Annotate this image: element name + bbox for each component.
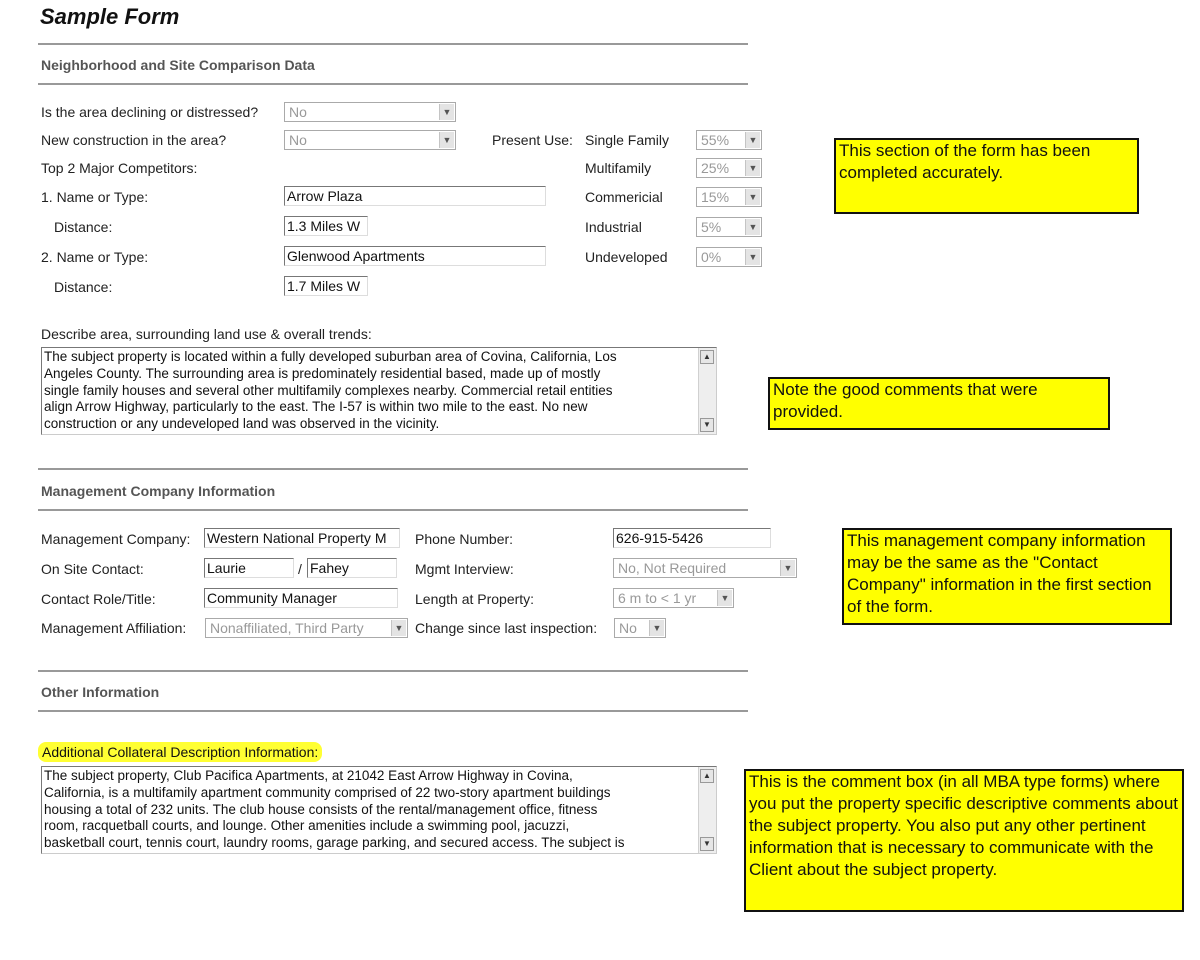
use-select-single-family[interactable] bbox=[696, 130, 762, 150]
new-construction-select[interactable] bbox=[284, 130, 456, 150]
use-value: 15% bbox=[701, 189, 730, 205]
comp2-distance-label: Distance: bbox=[54, 279, 113, 295]
comp1-distance-label: Distance: bbox=[54, 219, 113, 235]
textarea-line: basketball court, tennis court, laundry rooms, garage parking, and secured access. The subject is bbox=[44, 835, 625, 851]
management-affiliation-value: Nonaffiliated, Third Party bbox=[210, 620, 364, 636]
contact-last-name-field[interactable]: Fahey bbox=[307, 558, 397, 578]
use-select-commercial[interactable] bbox=[696, 187, 762, 207]
management-affiliation-label: Management Affiliation: bbox=[41, 620, 187, 636]
chevron-down-icon[interactable]: ▼ bbox=[745, 249, 760, 265]
textarea-line: room, racquetball courts, and lounge. Other amenities include a swimming pool, jacuzzi, bbox=[44, 818, 570, 834]
chevron-down-icon[interactable]: ▼ bbox=[391, 620, 406, 636]
chevron-down-icon[interactable]: ▼ bbox=[745, 132, 760, 148]
comp2-name-field[interactable]: Glenwood Apartments bbox=[284, 246, 546, 266]
chevron-down-icon[interactable]: ▼ bbox=[745, 219, 760, 235]
competitors-label: Top 2 Major Competitors: bbox=[41, 160, 198, 176]
use-value: 55% bbox=[701, 132, 730, 148]
chevron-down-icon[interactable]: ▼ bbox=[717, 590, 732, 606]
comp1-name-field[interactable]: Arrow Plaza bbox=[284, 186, 546, 206]
chevron-down-icon[interactable]: ▼ bbox=[745, 160, 760, 176]
comp1-distance-field[interactable]: 1.3 Miles W bbox=[284, 216, 368, 236]
onsite-contact-label: On Site Contact: bbox=[41, 561, 144, 577]
management-company-label: Management Company: bbox=[41, 531, 191, 547]
section-divider bbox=[38, 710, 748, 712]
textarea-line: housing a total of 232 units. The club house consists of the rental/management office, fitness bbox=[44, 801, 598, 817]
length-at-property-select[interactable] bbox=[613, 588, 734, 608]
contact-role-label: Contact Role/Title: bbox=[41, 591, 156, 607]
annotation-note: This section of the form has been completed accurately. bbox=[834, 138, 1139, 214]
change-since-inspection-select[interactable] bbox=[614, 618, 666, 638]
comp1-name-label: 1. Name or Type: bbox=[41, 189, 149, 205]
chevron-down-icon[interactable]: ▼ bbox=[439, 132, 454, 148]
section-heading-management: Management Company Information bbox=[41, 483, 276, 499]
use-label-commercial: Commericial bbox=[585, 189, 663, 205]
length-at-property-value: 6 m to < 1 yr bbox=[618, 590, 697, 606]
management-affiliation-select[interactable] bbox=[205, 618, 408, 638]
collateral-description-textarea[interactable] bbox=[41, 766, 717, 854]
section-divider bbox=[38, 670, 748, 672]
section-divider bbox=[38, 509, 748, 511]
comp2-distance-field[interactable]: 1.7 Miles W bbox=[284, 276, 368, 296]
chevron-down-icon[interactable]: ▼ bbox=[649, 620, 664, 636]
declining-label: Is the area declining or distressed? bbox=[41, 104, 259, 120]
new-construction-value: No bbox=[289, 132, 307, 148]
page-title: Sample Form bbox=[40, 4, 180, 29]
length-at-property-label: Length at Property: bbox=[415, 591, 535, 607]
use-value: 25% bbox=[701, 160, 730, 176]
scroll-up-icon[interactable]: ▲ bbox=[700, 769, 714, 783]
use-select-multifamily[interactable] bbox=[696, 158, 762, 178]
use-label-industrial: Industrial bbox=[585, 219, 642, 235]
mgmt-interview-select[interactable] bbox=[613, 558, 797, 578]
collateral-label: Additional Collateral Description Information: bbox=[38, 742, 322, 762]
contact-separator: / bbox=[298, 561, 302, 577]
chevron-down-icon[interactable]: ▼ bbox=[780, 560, 795, 576]
phone-field[interactable]: 626-915-5426 bbox=[613, 528, 771, 548]
section-heading-other: Other Information bbox=[41, 684, 160, 700]
change-since-inspection-value: No bbox=[619, 620, 637, 636]
use-select-industrial[interactable] bbox=[696, 217, 762, 237]
textarea-line: The subject property is located within a fully developed suburban area of Covina, California, Los bbox=[44, 349, 617, 364]
textarea-line: The subject property, Club Pacifica Apartments, at 21042 East Arrow Highway in Covina, bbox=[44, 768, 573, 783]
use-value: 5% bbox=[701, 219, 722, 235]
annotation-note: This management company information may be the same as the "Contact Company" information in the first section of the form. bbox=[842, 528, 1172, 625]
mgmt-interview-value: No, Not Required bbox=[618, 560, 727, 576]
chevron-down-icon[interactable]: ▼ bbox=[439, 104, 454, 120]
use-label-undeveloped: Undeveloped bbox=[585, 249, 668, 265]
textarea-line: Angeles County. The surrounding area is predominately residential based, made up of mostly bbox=[44, 365, 601, 381]
contact-first-name-field[interactable]: Laurie bbox=[204, 558, 294, 578]
textarea-line: single family houses and several other multifamily complexes nearby. Commercial retail entities bbox=[44, 382, 613, 398]
management-company-field[interactable]: Western National Property M bbox=[204, 528, 400, 548]
scroll-down-icon[interactable]: ▼ bbox=[700, 837, 714, 851]
chevron-down-icon[interactable]: ▼ bbox=[745, 189, 760, 205]
annotation-note: This is the comment box (in all MBA type forms) where you put the property specific descriptive comments about the subject property. You also put any other pertinent information that is necessary to communicate with the Client about the subject property. bbox=[744, 769, 1184, 912]
contact-role-field[interactable]: Community Manager bbox=[204, 588, 398, 608]
textarea-line: construction or any undeveloped land was observed in the vicinity. bbox=[44, 416, 440, 432]
scroll-down-icon[interactable]: ▼ bbox=[700, 418, 714, 432]
mgmt-interview-label: Mgmt Interview: bbox=[415, 561, 514, 577]
declining-select[interactable] bbox=[284, 102, 456, 122]
vertical-scrollbar[interactable] bbox=[698, 767, 716, 853]
use-label-single-family: Single Family bbox=[585, 132, 670, 148]
use-value: 0% bbox=[701, 249, 722, 265]
use-select-undeveloped[interactable] bbox=[696, 247, 762, 267]
phone-label: Phone Number: bbox=[415, 531, 514, 547]
describe-area-textarea[interactable] bbox=[41, 347, 717, 435]
declining-value: No bbox=[289, 104, 307, 120]
section-divider bbox=[38, 43, 748, 45]
section-heading-neighborhood: Neighborhood and Site Comparison Data bbox=[41, 57, 315, 73]
describe-area-label: Describe area, surrounding land use & overall trends: bbox=[41, 326, 372, 342]
present-use-label: Present Use: bbox=[492, 132, 573, 148]
scroll-up-icon[interactable]: ▲ bbox=[700, 350, 714, 364]
use-label-multifamily: Multifamily bbox=[585, 160, 652, 176]
textarea-line: align Arrow Highway, particularly to the east. The I-57 is within two mile to the east. No new bbox=[44, 399, 588, 415]
change-since-inspection-label: Change since last inspection: bbox=[415, 620, 598, 636]
annotation-note: Note the good comments that were provided. bbox=[768, 377, 1110, 430]
vertical-scrollbar[interactable] bbox=[698, 348, 716, 434]
section-divider bbox=[38, 468, 748, 470]
comp2-name-label: 2. Name or Type: bbox=[41, 249, 149, 265]
section-divider bbox=[38, 83, 748, 85]
new-construction-label: New construction in the area? bbox=[41, 132, 227, 148]
textarea-line: California, is a multifamily apartment community comprised of 22 two-story apartment buildings bbox=[44, 784, 611, 800]
